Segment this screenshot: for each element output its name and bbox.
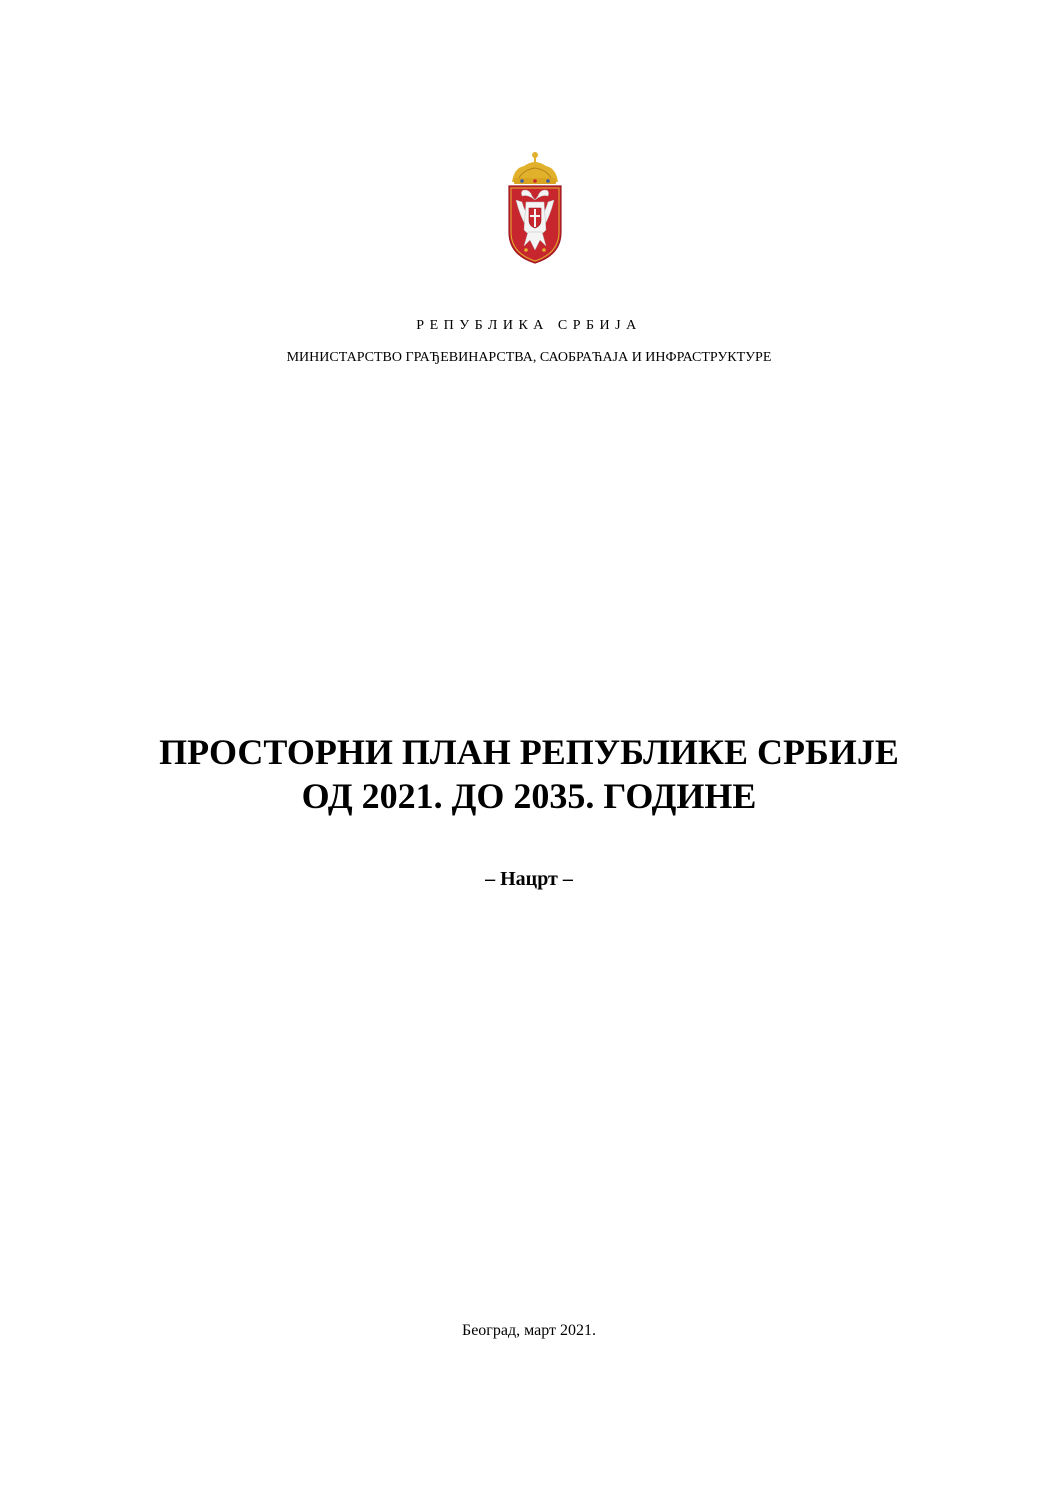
document-title-line-1: ПРОСТОРНИ ПЛАН РЕПУБЛИКЕ СРБИЈЕ <box>159 732 899 772</box>
republic-heading: РЕПУБЛИКА СРБИЈА <box>416 318 642 333</box>
crown-icon <box>512 152 558 184</box>
draft-label: – Нацрт – <box>485 868 573 890</box>
ministry-heading: МИНИСТАРСТВО ГРАЂЕВИНАРСТВА, САОБРАЋАЈА И ИНФРАСТРУКТУРЕ <box>286 350 772 365</box>
inner-shield-icon <box>529 208 541 228</box>
document-title-line-2: ОД 2021. ДО 2035. ГОДИНЕ <box>301 776 757 816</box>
place-date: Београд, март 2021. <box>462 1322 596 1339</box>
coat-of-arms-icon <box>504 150 566 265</box>
document-title <box>0 730 1058 818</box>
